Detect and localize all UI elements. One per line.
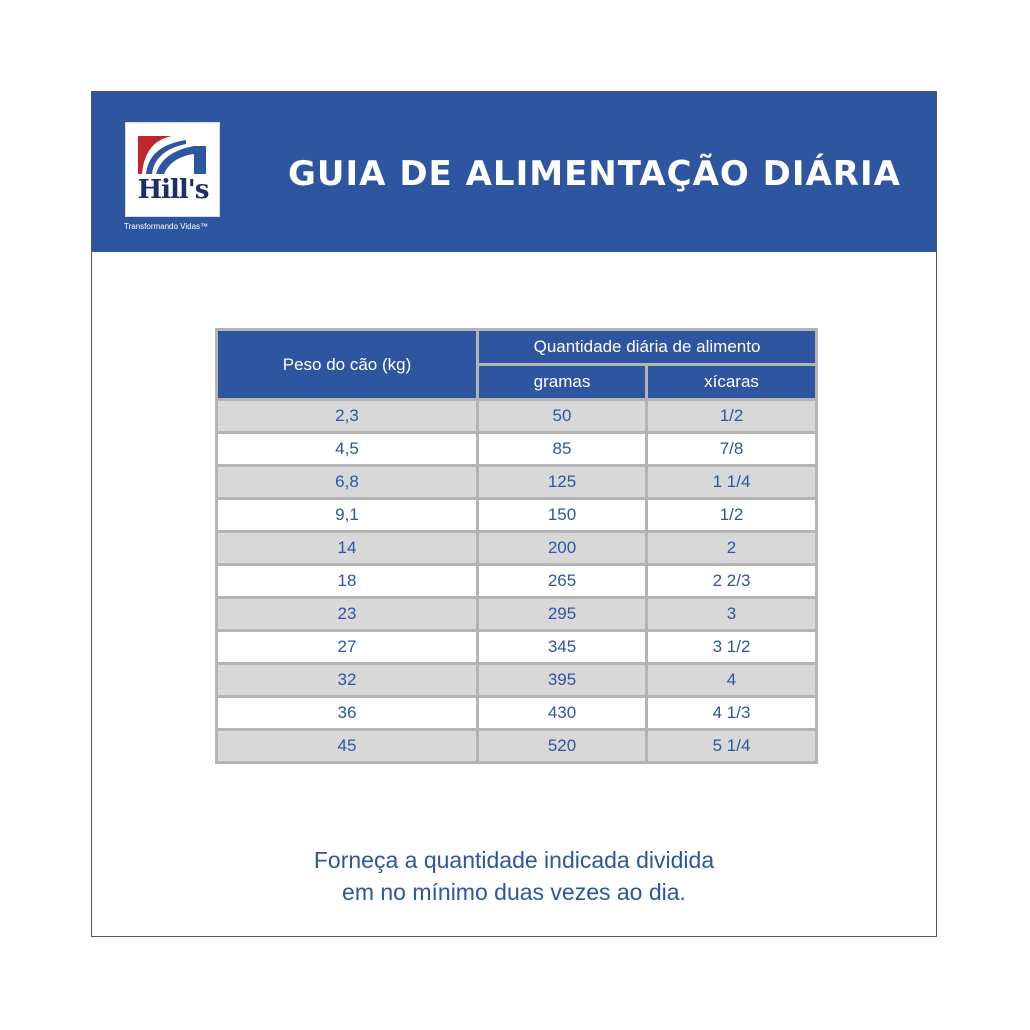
table-row bbox=[217, 697, 817, 730]
table-row bbox=[217, 433, 817, 466]
table-row bbox=[217, 565, 817, 598]
cell-weight: 14 bbox=[217, 532, 478, 565]
cell-weight: 36 bbox=[217, 697, 478, 730]
logo-wordmark: Hill's bbox=[137, 175, 209, 205]
cell-weight: 9,1 bbox=[217, 499, 478, 532]
table-row bbox=[217, 400, 817, 433]
note-line-2: em no mínimo duas vezes ao dia. bbox=[342, 879, 686, 905]
col-header-cups: xícaras bbox=[647, 365, 817, 400]
cell-weight: 27 bbox=[217, 631, 478, 664]
cell-cups: 2 2/3 bbox=[647, 565, 817, 598]
feeding-guide-card bbox=[91, 91, 937, 937]
cell-weight: 23 bbox=[217, 598, 478, 631]
cell-cups: 1/2 bbox=[647, 400, 817, 433]
cell-cups: 3 1/2 bbox=[647, 631, 817, 664]
cell-weight: 18 bbox=[217, 565, 478, 598]
col-header-grams: gramas bbox=[478, 365, 647, 400]
note-line-1: Forneça a quantidade indicada dividida bbox=[313, 847, 715, 873]
cell-weight: 6,8 bbox=[217, 466, 478, 499]
cell-cups: 7/8 bbox=[647, 433, 817, 466]
cell-grams: 85 bbox=[478, 433, 647, 466]
cell-cups: 4 bbox=[647, 664, 817, 697]
table-body bbox=[217, 400, 817, 763]
cell-cups: 1 1/4 bbox=[647, 466, 817, 499]
feeding-note bbox=[92, 844, 936, 908]
table-row bbox=[217, 730, 817, 763]
cell-grams: 50 bbox=[478, 400, 647, 433]
cell-weight: 32 bbox=[217, 664, 478, 697]
cell-cups: 1/2 bbox=[647, 499, 817, 532]
table-row bbox=[217, 532, 817, 565]
table-row bbox=[217, 499, 817, 532]
cell-cups: 3 bbox=[647, 598, 817, 631]
cell-grams: 265 bbox=[478, 565, 647, 598]
cell-grams: 125 bbox=[478, 466, 647, 499]
cell-weight: 4,5 bbox=[217, 433, 478, 466]
table-row bbox=[217, 466, 817, 499]
table-row bbox=[217, 631, 817, 664]
cell-grams: 395 bbox=[478, 664, 647, 697]
cell-grams: 200 bbox=[478, 532, 647, 565]
feeding-table bbox=[215, 328, 818, 764]
cell-cups: 2 bbox=[647, 532, 817, 565]
col-header-group: Quantidade diária de alimento bbox=[478, 330, 817, 365]
logo-tagline: Transformando Vidas™ bbox=[124, 222, 209, 231]
hills-logo bbox=[125, 122, 220, 217]
header-banner bbox=[92, 92, 936, 252]
cell-weight: 2,3 bbox=[217, 400, 478, 433]
cell-cups: 4 1/3 bbox=[647, 697, 817, 730]
cell-grams: 345 bbox=[478, 631, 647, 664]
cell-grams: 295 bbox=[478, 598, 647, 631]
col-header-weight: Peso do cão (kg) bbox=[217, 330, 478, 400]
hills-emblem-icon bbox=[134, 128, 212, 178]
cell-grams: 430 bbox=[478, 697, 647, 730]
cell-grams: 520 bbox=[478, 730, 647, 763]
table-row bbox=[217, 598, 817, 631]
cell-grams: 150 bbox=[478, 499, 647, 532]
page-title: GUIA DE ALIMENTAÇÃO DIÁRIA bbox=[288, 154, 901, 194]
cell-cups: 5 1/4 bbox=[647, 730, 817, 763]
cell-weight: 45 bbox=[217, 730, 478, 763]
table-row bbox=[217, 664, 817, 697]
